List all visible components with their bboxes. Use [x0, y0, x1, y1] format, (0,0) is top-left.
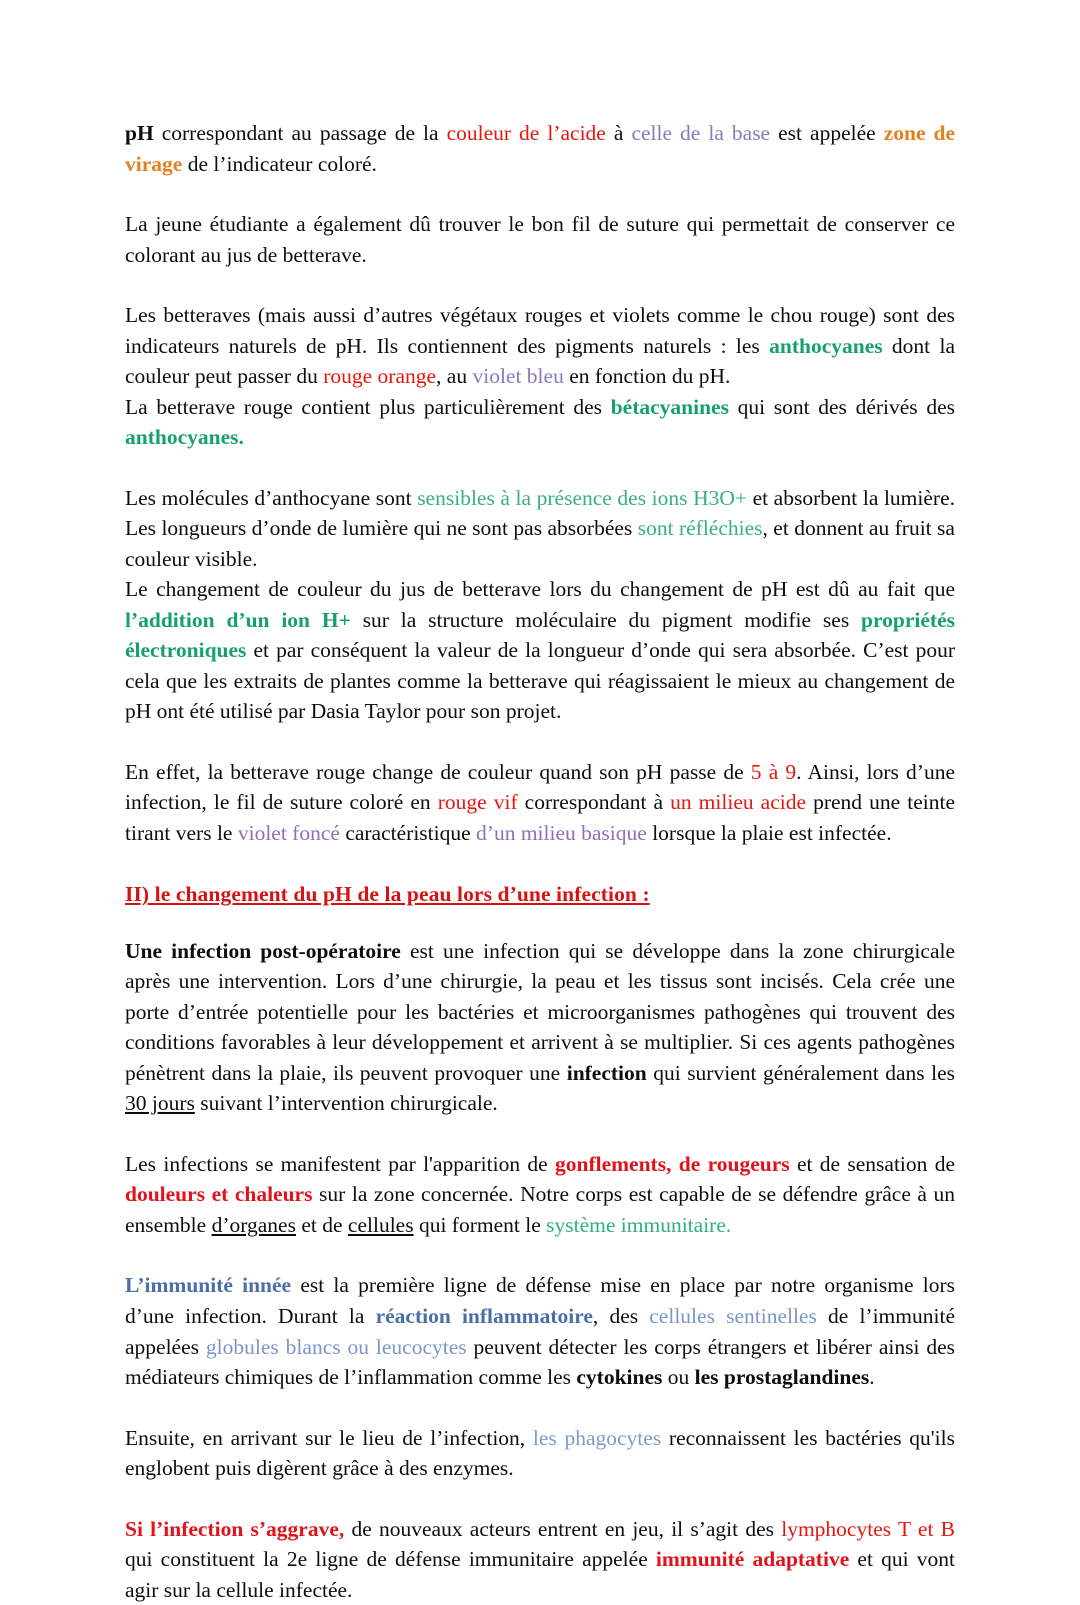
- text-run-celle-base: celle de la base: [631, 121, 771, 145]
- text-run-milieu-acide: un milieu acide: [670, 790, 807, 815]
- text-run: dont la couleur peut passer du: [125, 333, 956, 389]
- text-run: . Ainsi, lors d’une infection, le fil de suture coloré en: [125, 759, 955, 815]
- text-run-immunite-adaptative: immunité adaptative: [655, 1547, 850, 1572]
- document-body: [125, 118, 955, 1605]
- text-run: est la première ligne de défense mise en place par notre organisme lors d’une infection. Durant la: [125, 1273, 955, 1328]
- text-run: , des: [592, 1303, 650, 1328]
- text-run-infection: infection: [566, 1060, 647, 1085]
- text-run-lymphocytes-t-b: lymphocytes T et B: [781, 1516, 955, 1541]
- text-run-cellules-sentinelles: cellules sentinelles: [649, 1303, 817, 1328]
- text-run-immunite-innee: L’immunité innée: [125, 1273, 292, 1298]
- text-run: en fonction du pH.: [563, 364, 731, 389]
- text-run-organes: d’organes: [211, 1212, 296, 1237]
- heading-gap-after: [125, 910, 955, 936]
- text-run-milieu-basique: d’un milieu basique: [476, 820, 647, 845]
- text-run: de nouveaux acteurs entrent en jeu, il s’agit des: [344, 1516, 782, 1541]
- paragraph-infection-post-operatoire: [125, 936, 955, 1119]
- text-run-cellules: cellules: [347, 1212, 414, 1237]
- text-run-violet-bleu: violet bleu: [472, 364, 564, 389]
- text-run-si-infection-saggrave: Si l’infection s’aggrave,: [125, 1516, 345, 1541]
- text-run: Le changement de couleur du jus de betterave lors du changement de pH est dû au fait que: [125, 577, 955, 602]
- text-run-gonflements-rougeurs: gonflements, de rougeurs: [555, 1151, 790, 1176]
- text-run: caractéristique: [339, 820, 477, 845]
- paragraph-betteraves-indicateurs: [125, 300, 955, 392]
- text-run-ph-label: pH: [125, 121, 154, 145]
- text-run-30-jours: 30 jours: [125, 1091, 195, 1116]
- text-run-globules-blancs: globules blancs ou leucocytes: [205, 1334, 467, 1359]
- paragraph-gap: [125, 1119, 955, 1149]
- text-run: .: [869, 1365, 875, 1390]
- text-run: est appelée: [770, 121, 884, 145]
- text-run-systeme-immunitaire: système immunitaire.: [546, 1212, 732, 1237]
- text-run: ou: [662, 1365, 695, 1390]
- text-run: qui survient généralement dans les: [646, 1060, 955, 1085]
- paragraph-ph-virage: [125, 118, 955, 179]
- text-run-addition-ion-h: l’addition d’un ion H+: [125, 607, 351, 632]
- text-run-cytokines: cytokines: [576, 1365, 663, 1390]
- text-run: est une infection qui se développe dans la zone chirurgicale après une intervention. Lors d’une chirurgie, la peau et les tissus sont incisés. Cela crée une porte d’entrée potentielle pour les bactéries et microorganismes pathogènes qui trouvent des conditions favorables à leur développement et arrivent à se multiplier. Si ces agents pathogènes pénètrent dans la plaie, ils peuvent provoquer une: [125, 938, 956, 1085]
- text-run: lorsque la plaie est infectée.: [646, 820, 892, 845]
- paragraph-betacyanines: [125, 392, 955, 453]
- text-run: correspondant à: [517, 790, 671, 815]
- paragraph-gap: [125, 1240, 955, 1270]
- heading-gap-before: [125, 848, 955, 879]
- paragraph-aggravation: [125, 1514, 955, 1605]
- text-run: sur la zone concernée. Notre corps est capable de se défendre grâce à un ensemble: [125, 1182, 956, 1237]
- paragraph-gap: [125, 179, 955, 209]
- text-run: La betterave rouge contient plus particulièrement des: [125, 394, 611, 419]
- paragraph-changement-couleur: [125, 574, 955, 727]
- text-run-les-phagocytes: les phagocytes: [532, 1425, 662, 1450]
- text-run: , et donnent au fruit sa couleur visible.: [125, 516, 955, 571]
- text-run: , au: [436, 364, 473, 389]
- paragraph-en-effet-ph: [125, 757, 955, 849]
- text-run-reaction-inflammatoire: réaction inflammatoire: [375, 1303, 593, 1328]
- text-run-sont-reflechies: sont réfléchies: [637, 516, 763, 541]
- text-run: En effet, la betterave rouge change de couleur quand son pH passe de: [125, 759, 751, 784]
- text-run-rouge-orange: rouge orange: [323, 364, 437, 389]
- text-run: de l’indicateur coloré.: [182, 151, 377, 176]
- text-run: Les molécules d’anthocyane sont: [125, 485, 418, 510]
- text-run: qui forment le: [413, 1212, 547, 1237]
- text-run: correspondant au passage de la: [153, 121, 447, 145]
- text-run: reconnaissent les bactéries qu'ils englobent puis digèrent grâce à des enzymes.: [125, 1425, 955, 1481]
- paragraph-gap: [125, 270, 955, 300]
- text-run: sur la structure moléculaire du pigment modifie ses: [350, 607, 862, 632]
- text-run-infection-post-operatoire: Une infection post-opératoire: [125, 938, 401, 963]
- text-run-anthocyanes: anthocyanes: [769, 333, 883, 358]
- section-heading-II: II) le changement du pH de la peau lors d’une infection :: [125, 882, 650, 907]
- text-run: qui constituent la 2e ligne de défense immunitaire appelée: [125, 1547, 656, 1572]
- text-run: Ensuite, en arrivant sur le lieu de l’infection,: [125, 1425, 533, 1450]
- text-run: Les betteraves (mais aussi d’autres végétaux rouges et violets comme le chou rouge) sont des indicateurs naturels de pH. Ils contiennent des pigments naturels : les: [125, 303, 955, 358]
- text-run-zone-de-virage: zone de virage: [125, 121, 956, 176]
- text-run-douleurs-chaleurs: douleurs et chaleurs: [125, 1182, 313, 1207]
- text-run: et par conséquent la valeur de la longueur d’onde qui sera absorbée. C’est pour cela que les extraits de plantes comme la betterave qui réagissaient le mieux au changement de pH ont été utilisé par Dasia Taylor pour son projet.: [125, 638, 955, 724]
- paragraph-molecules-anthocyane: [125, 483, 955, 575]
- paragraph-gap: [125, 1484, 955, 1514]
- text-run-anthocyanes-2: anthocyanes.: [125, 425, 244, 450]
- text-run: et de: [295, 1212, 348, 1237]
- text-run: et qui vont agir sur la cellule infectée.: [125, 1547, 956, 1602]
- text-run-betacyanines: bétacyanines: [610, 394, 729, 419]
- text-run-violet-fonce: violet foncé: [237, 820, 340, 845]
- text-run-prostaglandines: les prostaglandines: [694, 1365, 870, 1390]
- text-run: et de sensation de: [789, 1151, 956, 1176]
- text-run: prend une teinte tirant vers le: [125, 790, 955, 845]
- text-run: de l’immunité appelées: [125, 1303, 955, 1359]
- paragraph-gap: [125, 453, 955, 483]
- text-run-rouge-vif: rouge vif: [437, 790, 518, 815]
- text-run-sensibles-h3o: sensibles à la présence des ions H3O+: [417, 485, 747, 510]
- text-run: et absorbent la lumière. Les longueurs d’onde de lumière qui ne sont pas absorbées: [125, 485, 955, 541]
- text-run-proprietes-electroniques: propriétés électroniques: [125, 607, 955, 663]
- text-run: à: [605, 121, 632, 145]
- paragraph-manifestations: [125, 1149, 955, 1241]
- text-run: La jeune étudiante a également dû trouver le bon fil de suture qui permettait de conserver ce colorant au jus de betterave.: [125, 212, 955, 267]
- text-run: qui sont des dérivés des: [728, 394, 955, 419]
- paragraph-gap: [125, 1393, 955, 1423]
- text-run: Les infections se manifestent par l'apparition de: [125, 1151, 556, 1176]
- text-run: peuvent détecter les corps étrangers et libérer ainsi des médiateurs chimiques de l’inflammation comme les: [125, 1334, 955, 1390]
- text-run: suivant l’intervention chirurgicale.: [194, 1091, 498, 1116]
- text-run-ph-5-a-9: 5 à 9: [750, 759, 797, 784]
- paragraph-phagocytes: [125, 1423, 955, 1484]
- text-run-couleur-acide: couleur de l’acide: [446, 121, 606, 145]
- paragraph-etudiante-suture: [125, 209, 955, 270]
- paragraph-immunite-innee: [125, 1270, 955, 1392]
- paragraph-gap: [125, 727, 955, 757]
